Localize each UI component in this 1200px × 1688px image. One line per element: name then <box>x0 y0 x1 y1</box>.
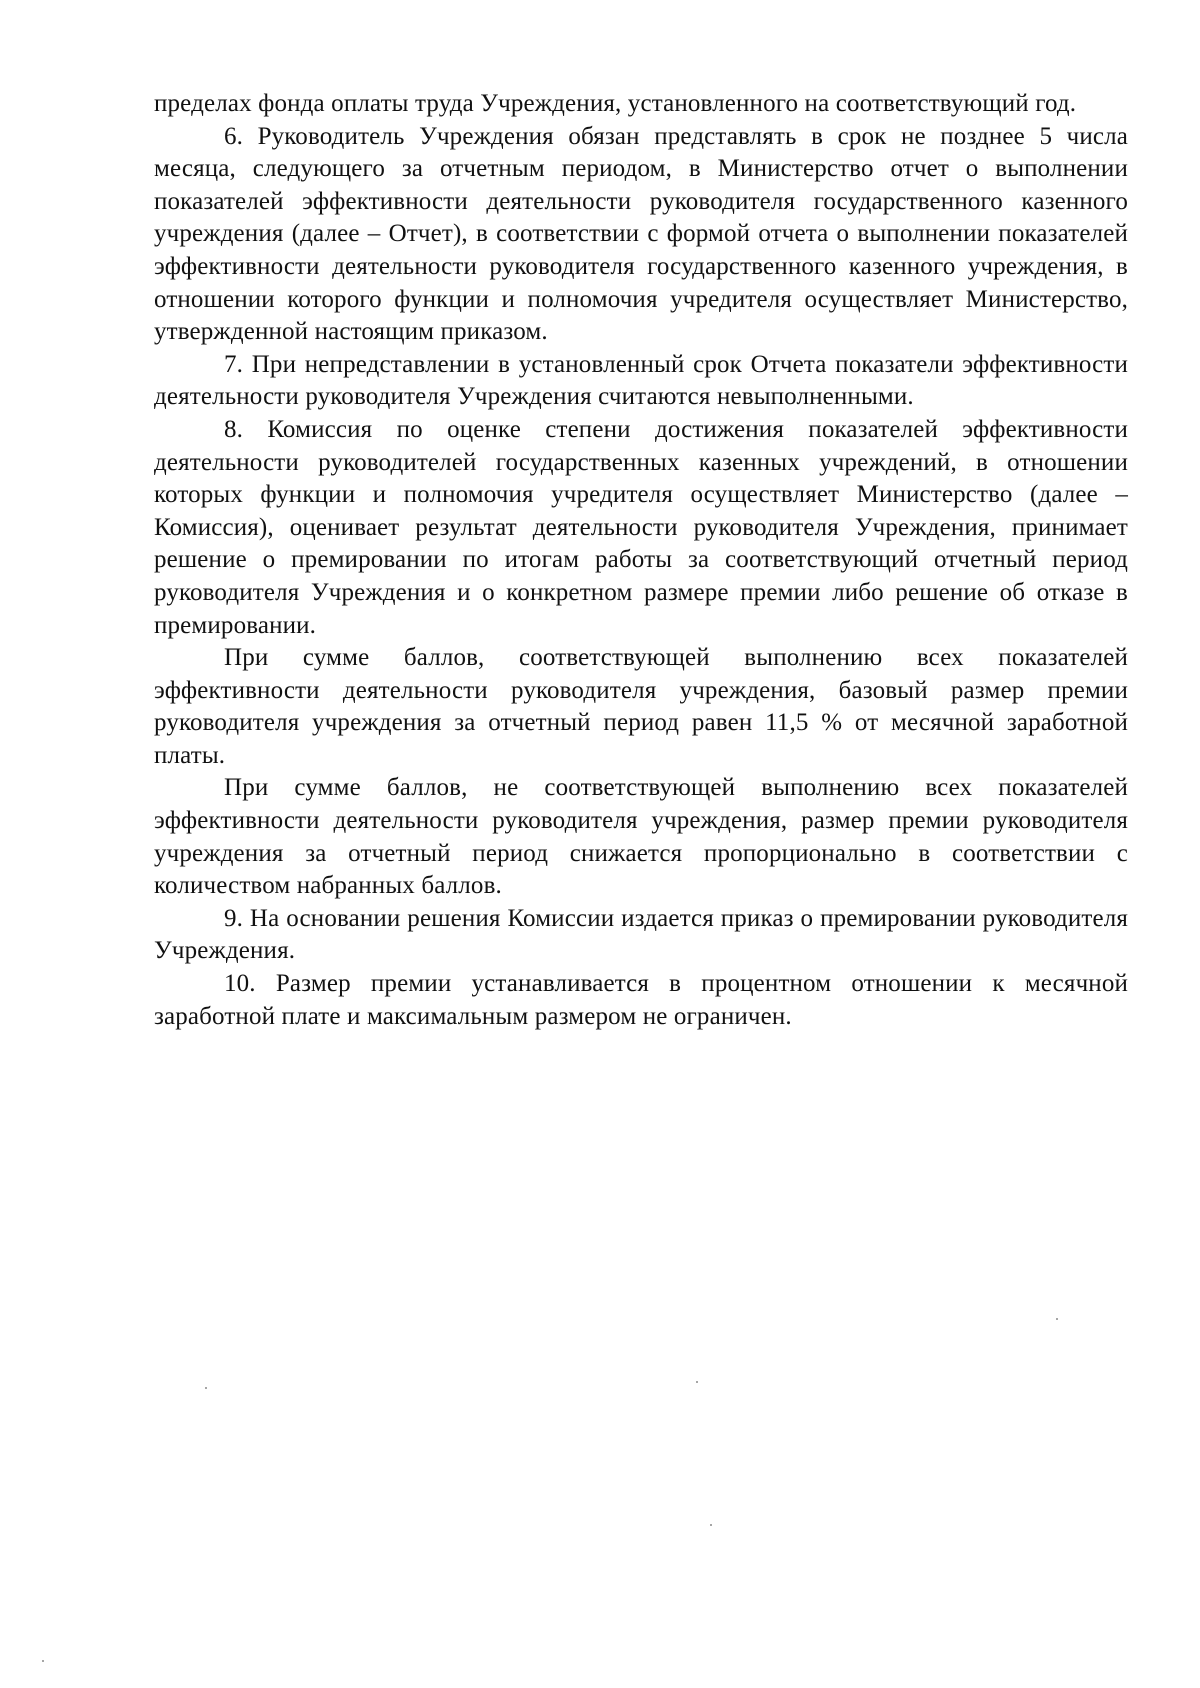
document-body <box>154 88 1128 1033</box>
scan-speck <box>42 1660 44 1662</box>
paragraph-7: 7. При непредставлении в установленный срок Отчета показатели эффективности деятельности руководителя Учреждения считаются невыполненными. <box>154 350 1128 411</box>
paragraph-9: 9. На основании решения Комиссии издается приказ о премировании руководителя Учреждения. <box>154 904 1128 965</box>
paragraph-8-full-score: При сумме баллов, соответствующей выполнению всех показателей эффективности деятельности руководителя учреждения, базовый размер премии руководителя учреждения за отчетный период равен 11,5 % от месячной заработной платы. <box>154 644 1128 769</box>
scan-speck <box>1056 1318 1058 1320</box>
scan-speck <box>696 1381 698 1383</box>
paragraph-10: 10. Размер премии устанавливается в процентном отношении к месячной заработной плате и максимальным размером не ограничен. <box>154 970 1128 1030</box>
paragraph-8-partial-score: При сумме баллов, не соответствующей выполнению всех показателей эффективности деятельности руководителя учреждения, размер премии руководителя учреждения за отчетный период снижается пропорционально в соответствии с количеством набранных баллов. <box>154 774 1128 900</box>
paragraph-6: 6. Руководитель Учреждения обязан представлять в срок не позднее 5 числа месяца, следующего за отчетным периодом, в Министерство отчет о выполнении показателей эффективности деятельности руководителя государственного казенного учреждения (далее – Отчет), в соответствии с формой отчета о выполнении показателей эффективности деятельности руководителя государственного казенного учреждения, в отношении которого функции и полномочия учредителя осуществляет Министерство, утвержденной настоящим приказом. <box>154 122 1128 346</box>
scan-speck <box>205 1387 207 1389</box>
scan-speck <box>710 1524 712 1526</box>
paragraph-continuation: пределах фонда оплаты труда Учреждения, установленного на соответствующий год. <box>154 90 1077 117</box>
paragraph-8: 8. Комиссия по оценке степени достижения показателей эффективности деятельности руководителей государственных казенных учреждений, в отношении которых функции и полномочия учредителя осуществляет Министерство (далее – Комиссия), оценивает результат деятельности руководителя Учреждения, принимает решение о премировании по итогам работы за соответствующий отчетный период руководителя Учреждения и о конкретном размере премии либо решение об отказе в премировании. <box>154 415 1128 639</box>
